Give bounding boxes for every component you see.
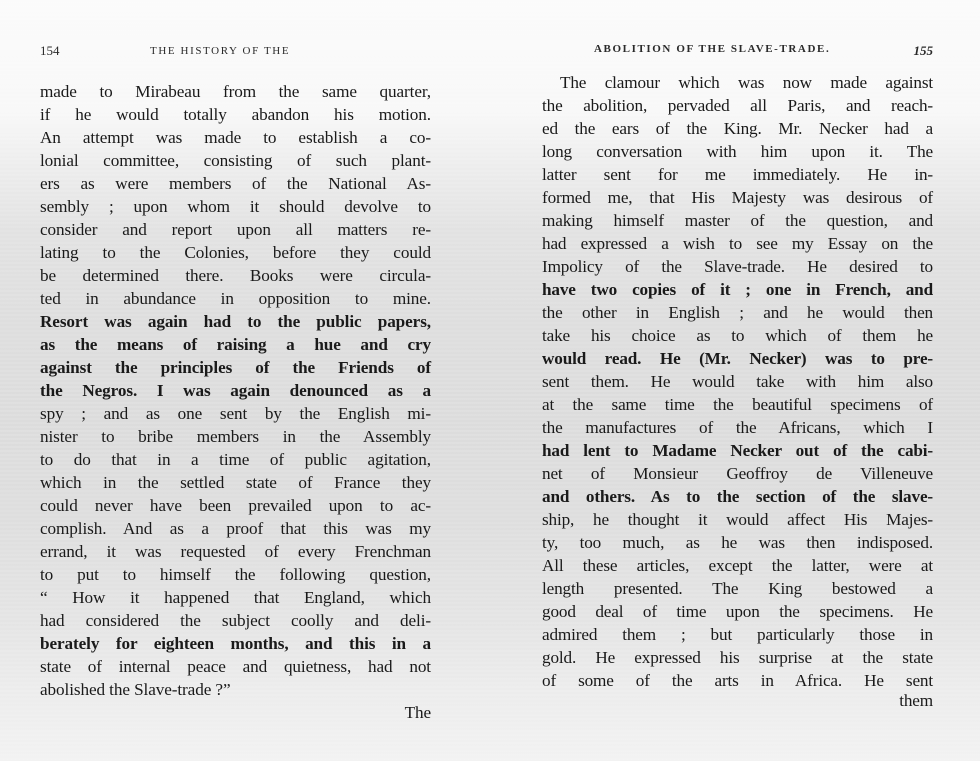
text-line: of some of the arts in Africa. He sent [542, 671, 933, 690]
text-line: the manufactures of the Africans, which I [542, 418, 933, 437]
text-line: Resort was again had to the public papers, [40, 312, 431, 331]
text-line: consider and report upon all matters re- [40, 220, 431, 239]
text-line: Impolicy of the Slave-trade. He desired to [542, 257, 933, 276]
left-page [40, 0, 431, 761]
text-line: berately for eighteen months, and this in a [40, 634, 431, 653]
text-line: gold. He expressed his surprise at the state [542, 648, 933, 667]
text-line: as the means of raising a hue and cry [40, 335, 431, 354]
text-line: state of internal peace and quietness, had not [40, 657, 431, 676]
right-running-head [542, 43, 933, 63]
text-line: would read. He (Mr. Necker) was to pre- [542, 349, 933, 368]
text-line: admired them ; but particularly those in [542, 625, 933, 644]
text-line: “ How it happened that England, which [40, 588, 431, 607]
text-line: ted in abundance in opposition to mine. [40, 289, 431, 308]
right-body-text [542, 71, 933, 710]
right-page-number: 155 [913, 43, 933, 58]
text-line: and others. As to the section of the slave- [542, 487, 933, 506]
text-line: lonial committee, consisting of such plant- [40, 151, 431, 170]
text-line: have two copies of it ; one in French, and [542, 280, 933, 299]
right-head-title: ABOLITION OF THE SLAVE-TRADE. [594, 43, 831, 55]
text-line: against the principles of the Friends of [40, 358, 431, 377]
left-running-head [40, 43, 431, 63]
left-body-text [40, 80, 431, 724]
catchword: The [404, 703, 431, 722]
text-line: latter sent for me immediately. He in- [542, 165, 933, 184]
text-line: net of Monsieur Geoffroy de Villeneuve [542, 464, 933, 483]
text-line: All these articles, except the latter, were at [542, 556, 933, 575]
text-line: long conversation with him upon it. The [542, 142, 933, 161]
text-line: to do that in a time of public agitation, [40, 450, 431, 469]
text-line: spy ; and as one sent by the English mi- [40, 404, 431, 423]
text-line: sembly ; upon whom it should devolve to [40, 197, 431, 216]
text-line: could never have been prevailed upon to ac- [40, 496, 431, 515]
left-head-title: THE HISTORY OF THE [150, 45, 291, 57]
text-line: An attempt was made to establish a co- [40, 128, 431, 147]
text-line: good deal of time upon the specimens. He [542, 602, 933, 621]
right-page [542, 0, 933, 761]
text-line: ship, he thought it would affect His Majes- [542, 510, 933, 529]
text-line: ty, too much, as he was then indisposed. [542, 533, 933, 552]
text-line: The clamour which was now made against [560, 73, 933, 92]
text-line: sent them. He would take with him also [542, 372, 933, 391]
catchword: them [899, 691, 933, 710]
left-page-number: 154 [40, 43, 60, 58]
text-line: nister to bribe members in the Assembly [40, 427, 431, 446]
text-line: at the same time the beautiful specimens of [542, 395, 933, 414]
text-line: which in the settled state of France they [40, 473, 431, 492]
text-line: had considered the subject coolly and deli- [40, 611, 431, 630]
text-line: abolished the Slave-trade ?” [40, 680, 231, 699]
text-line: to put to himself the following question, [40, 565, 431, 584]
text-line: had expressed a wish to see my Essay on the [542, 234, 933, 253]
text-line: the Negros. I was again denounced as a [40, 381, 431, 400]
text-line: the other in English ; and he would then [542, 303, 933, 322]
text-line: made to Mirabeau from the same quarter, [40, 82, 431, 101]
text-line: errand, it was requested of every Frenchman [40, 542, 431, 561]
text-line: if he would totally abandon his motion. [40, 105, 431, 124]
text-line: take his choice as to which of them he [542, 326, 933, 345]
text-line: ed the ears of the King. Mr. Necker had a [542, 119, 933, 138]
text-line: had lent to Madame Necker out of the cabi- [542, 441, 933, 460]
text-line: making himself master of the question, and [542, 211, 933, 230]
text-line: length presented. The King bestowed a [542, 579, 933, 598]
text-line: the abolition, pervaded all Paris, and reach- [542, 96, 933, 115]
text-line: be determined there. Books were circula- [40, 266, 431, 285]
text-line: formed me, that His Majesty was desirous of [542, 188, 933, 207]
text-line: lating to the Colonies, before they could [40, 243, 431, 262]
text-line: ers as were members of the National As- [40, 174, 431, 193]
text-line: complish. And as a proof that this was my [40, 519, 431, 538]
